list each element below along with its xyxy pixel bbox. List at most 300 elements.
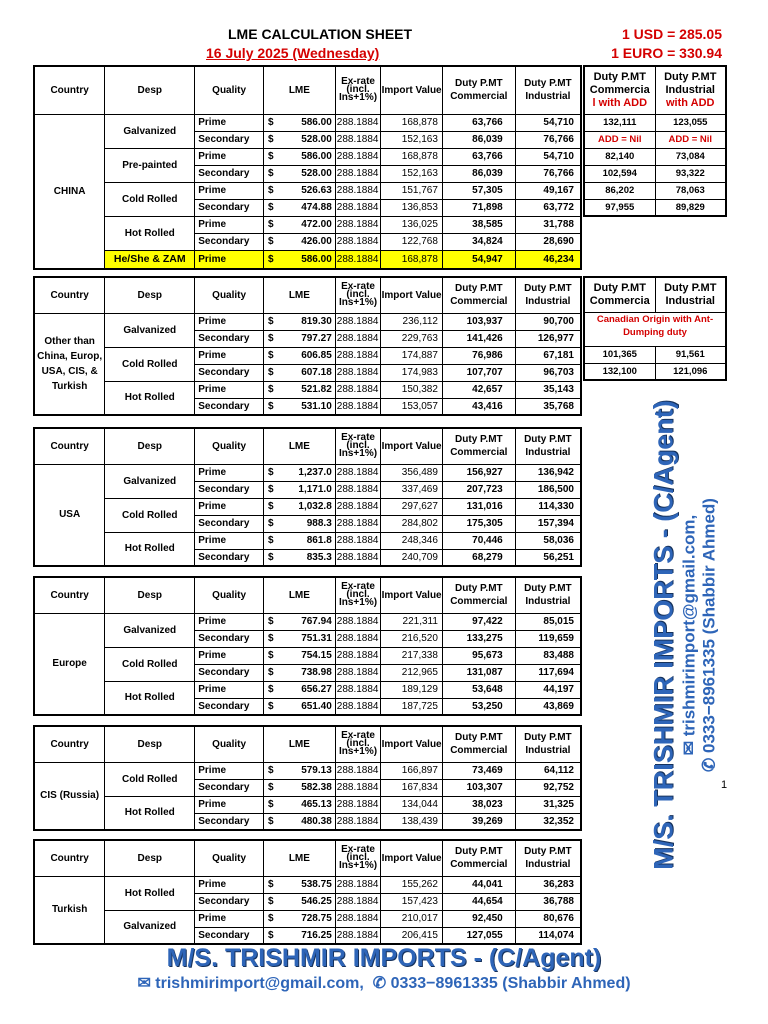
add-industrial-cell: 78,063 bbox=[655, 182, 726, 199]
import-value-cell: 134,044 bbox=[381, 796, 443, 813]
quality-cell: Secondary bbox=[195, 698, 264, 715]
country-cell: CIS (Russia) bbox=[34, 762, 105, 830]
col-import-value: Import Value bbox=[381, 840, 443, 876]
duty-commercial-cell: 68,279 bbox=[442, 549, 515, 566]
duty-commercial-cell: 53,250 bbox=[442, 698, 515, 715]
col-quality: Quality bbox=[195, 428, 264, 464]
col-duty-industrial: Duty P.MT Industrial bbox=[515, 66, 581, 114]
duty-commercial-cell: 95,673 bbox=[442, 647, 515, 664]
col-exrate: Ex-rate (incl. Ins+1%) bbox=[335, 577, 380, 613]
import-value-cell: 221,311 bbox=[381, 613, 443, 630]
col-country: Country bbox=[34, 277, 105, 313]
col-import-value: Import Value bbox=[381, 428, 443, 464]
col-import-value: Import Value bbox=[381, 726, 443, 762]
footer-company-name: M/S. TRISHMIR IMPORTS - (C/Agent) bbox=[166, 944, 602, 972]
exrate-cell: 288.1884 bbox=[335, 647, 380, 664]
exrate-cell: 288.1884 bbox=[335, 630, 380, 647]
import-value-cell: 217,338 bbox=[381, 647, 443, 664]
add-industrial-cell: 89,829 bbox=[655, 199, 726, 216]
lme-cell: $ 586.00 bbox=[264, 148, 336, 165]
duty-commercial-cell: 39,269 bbox=[442, 813, 515, 830]
lme-cell: $ 651.40 bbox=[264, 698, 336, 715]
quality-cell: Prime bbox=[195, 381, 264, 398]
col-import-value: Import Value bbox=[381, 277, 443, 313]
page-number: 1 bbox=[721, 779, 728, 791]
country-cell: Europe bbox=[34, 613, 105, 715]
duty-industrial-cell: 54,710 bbox=[515, 114, 581, 131]
col-import-value: Import Value bbox=[381, 66, 443, 114]
col-desp: Desp bbox=[105, 840, 195, 876]
add-industrial-cell: 121,096 bbox=[655, 363, 726, 380]
table-row bbox=[584, 199, 726, 216]
quality-cell: Prime bbox=[195, 613, 264, 630]
table-row bbox=[34, 114, 581, 131]
quality-cell: Secondary bbox=[195, 131, 264, 148]
quality-cell: Prime bbox=[195, 182, 264, 199]
exrate-cell: 288.1884 bbox=[335, 532, 380, 549]
col-exrate: Ex-rate (incl. Ins+1%) bbox=[335, 726, 380, 762]
quality-cell: Secondary bbox=[195, 549, 264, 566]
duty-commercial-cell: 63,766 bbox=[442, 114, 515, 131]
duty-commercial-cell: 86,039 bbox=[442, 165, 515, 182]
duty-industrial-cell: 85,015 bbox=[515, 613, 581, 630]
quality-cell: Secondary bbox=[195, 481, 264, 498]
lme-table-3 bbox=[33, 576, 582, 716]
sheet-title: LME CALCULATION SHEET bbox=[228, 26, 413, 42]
quality-cell: Prime bbox=[195, 910, 264, 927]
desp-cell: Cold Rolled bbox=[105, 182, 195, 216]
lme-cell: $ 480.38 bbox=[264, 813, 336, 830]
col-lme: LME bbox=[264, 577, 336, 613]
import-value-cell: 248,346 bbox=[381, 532, 443, 549]
duty-commercial-cell: 127,055 bbox=[442, 927, 515, 944]
duty-industrial-cell: 64,112 bbox=[515, 762, 581, 779]
exrate-cell: 288.1884 bbox=[335, 481, 380, 498]
col-desp: Desp bbox=[105, 428, 195, 464]
col-duty-commercial: Duty P.MT Commercial bbox=[442, 428, 515, 464]
lme-cell: $ 819.30 bbox=[264, 313, 336, 330]
desp-cell: Hot Rolled bbox=[105, 216, 195, 250]
euro-rate: 1 EURO = 330.94 bbox=[611, 45, 722, 61]
exrate-cell: 288.1884 bbox=[335, 613, 380, 630]
lme-table-1 bbox=[33, 276, 582, 416]
exrate-cell: 288.1884 bbox=[335, 664, 380, 681]
duty-commercial-cell: 76,986 bbox=[442, 347, 515, 364]
import-value-cell: 136,853 bbox=[381, 199, 443, 216]
lme-cell: $ 751.31 bbox=[264, 630, 336, 647]
lme-cell: $ 538.75 bbox=[264, 876, 336, 893]
duty-commercial-cell: 57,305 bbox=[442, 182, 515, 199]
table-row bbox=[584, 165, 726, 182]
col-import-value: Import Value bbox=[381, 577, 443, 613]
quality-cell: Prime bbox=[195, 876, 264, 893]
desp-cell: Galvanized bbox=[105, 910, 195, 944]
col-quality: Quality bbox=[195, 840, 264, 876]
import-value-cell: 356,489 bbox=[381, 464, 443, 481]
duty-commercial-cell: 92,450 bbox=[442, 910, 515, 927]
quality-cell: Prime bbox=[195, 148, 264, 165]
col-quality: Quality bbox=[195, 577, 264, 613]
import-value-cell: 297,627 bbox=[381, 498, 443, 515]
desp-cell: Cold Rolled bbox=[105, 647, 195, 681]
col-country: Country bbox=[34, 577, 105, 613]
import-value-cell: 166,897 bbox=[381, 762, 443, 779]
exrate-cell: 288.1884 bbox=[335, 876, 380, 893]
desp-cell: Galvanized bbox=[105, 313, 195, 347]
table-row bbox=[584, 182, 726, 199]
duty-commercial-cell: 141,426 bbox=[442, 330, 515, 347]
add-commercial-cell: 101,365 bbox=[584, 346, 655, 363]
usd-rate: 1 USD = 285.05 bbox=[621, 26, 722, 42]
duty-industrial-cell: 126,977 bbox=[515, 330, 581, 347]
quality-cell: Secondary bbox=[195, 233, 264, 250]
col-quality: Quality bbox=[195, 277, 264, 313]
lme-cell: $ 606.85 bbox=[264, 347, 336, 364]
duty-commercial-cell: 207,723 bbox=[442, 481, 515, 498]
table-row bbox=[34, 613, 581, 630]
desp-cell: Galvanized bbox=[105, 613, 195, 647]
duty-industrial-cell: 31,325 bbox=[515, 796, 581, 813]
lme-cell: $ 656.27 bbox=[264, 681, 336, 698]
table-row bbox=[34, 313, 581, 330]
duty-industrial-cell: 46,234 bbox=[515, 250, 581, 269]
duty-commercial-cell: 175,305 bbox=[442, 515, 515, 532]
col-country: Country bbox=[34, 428, 105, 464]
table-row bbox=[34, 532, 581, 549]
sheet-date: 16 July 2025 (Wednesday) bbox=[206, 45, 380, 61]
duty-commercial-cell: 73,469 bbox=[442, 762, 515, 779]
quality-cell: Secondary bbox=[195, 515, 264, 532]
lme-cell: $ 1,032.8 bbox=[264, 498, 336, 515]
duty-industrial-cell: 114,330 bbox=[515, 498, 581, 515]
duty-industrial-cell: 80,676 bbox=[515, 910, 581, 927]
add-industrial-cell: ADD = Nil bbox=[655, 131, 726, 148]
lme-cell: $ 716.25 bbox=[264, 927, 336, 944]
vertical-phone: ✆ 0333−8961335 (Shabbir Ahmed) bbox=[699, 498, 719, 772]
import-value-cell: 153,057 bbox=[381, 398, 443, 415]
envelope-icon: ✉ bbox=[679, 741, 699, 756]
add-industrial-cell: 73,084 bbox=[655, 148, 726, 165]
lme-cell: $ 835.3 bbox=[264, 549, 336, 566]
add-commercial-cell: 102,594 bbox=[584, 165, 655, 182]
duty-industrial-cell: 49,167 bbox=[515, 182, 581, 199]
country-cell: Turkish bbox=[34, 876, 105, 944]
add-industrial-cell: 93,322 bbox=[655, 165, 726, 182]
quality-cell: Secondary bbox=[195, 330, 264, 347]
col-quality: Quality bbox=[195, 66, 264, 114]
quality-cell: Secondary bbox=[195, 779, 264, 796]
table-row bbox=[34, 347, 581, 364]
lme-cell: $ 531.10 bbox=[264, 398, 336, 415]
import-value-cell: 216,520 bbox=[381, 630, 443, 647]
import-value-cell: 229,763 bbox=[381, 330, 443, 347]
duty-commercial-cell: 53,648 bbox=[442, 681, 515, 698]
duty-industrial-cell: 96,703 bbox=[515, 364, 581, 381]
lme-cell: $ 1,237.0 bbox=[264, 464, 336, 481]
exrate-cell: 288.1884 bbox=[335, 165, 380, 182]
quality-cell: Secondary bbox=[195, 630, 264, 647]
import-value-cell: 168,878 bbox=[381, 114, 443, 131]
lme-cell: $ 988.3 bbox=[264, 515, 336, 532]
duty-industrial-cell: 36,788 bbox=[515, 893, 581, 910]
exrate-cell: 288.1884 bbox=[335, 114, 380, 131]
add-commercial-cell: ADD = Nil bbox=[584, 131, 655, 148]
footer-phone: 0333−8961335 (Shabbir Ahmed) bbox=[390, 975, 631, 992]
lme-cell: $ 797.27 bbox=[264, 330, 336, 347]
exrate-cell: 288.1884 bbox=[335, 813, 380, 830]
duty-industrial-cell: 76,766 bbox=[515, 131, 581, 148]
duty-commercial-cell: 86,039 bbox=[442, 131, 515, 148]
lme-cell: $ 586.00 bbox=[264, 114, 336, 131]
import-value-cell: 151,767 bbox=[381, 182, 443, 199]
duty-commercial-cell: 103,307 bbox=[442, 779, 515, 796]
add-industrial-cell: 123,055 bbox=[655, 114, 726, 131]
col-country: Country bbox=[34, 66, 105, 114]
exrate-cell: 288.1884 bbox=[335, 250, 380, 269]
import-value-cell: 168,878 bbox=[381, 148, 443, 165]
duty-industrial-cell: 67,181 bbox=[515, 347, 581, 364]
table-row bbox=[34, 381, 581, 398]
vertical-email: ✉ trishmirimport@gmail.com, bbox=[679, 514, 699, 756]
col-country: Country bbox=[34, 726, 105, 762]
exrate-cell: 288.1884 bbox=[335, 681, 380, 698]
table-row bbox=[34, 796, 581, 813]
import-value-cell: 187,725 bbox=[381, 698, 443, 715]
duty-commercial-cell: 42,657 bbox=[442, 381, 515, 398]
duty-industrial-cell: 136,942 bbox=[515, 464, 581, 481]
col-exrate: Ex-rate (incl. Ins+1%) bbox=[335, 66, 380, 114]
exrate-cell: 288.1884 bbox=[335, 199, 380, 216]
duty-industrial-cell: 31,788 bbox=[515, 216, 581, 233]
duty-industrial-cell: 119,659 bbox=[515, 630, 581, 647]
exrate-cell: 288.1884 bbox=[335, 927, 380, 944]
quality-cell: Secondary bbox=[195, 893, 264, 910]
table-row bbox=[34, 681, 581, 698]
desp-cell: Cold Rolled bbox=[105, 498, 195, 532]
lme-cell: $ 528.00 bbox=[264, 131, 336, 148]
import-value-cell: 337,469 bbox=[381, 481, 443, 498]
table-row bbox=[34, 148, 581, 165]
duty-industrial-cell: 32,352 bbox=[515, 813, 581, 830]
duty-commercial-cell: 103,937 bbox=[442, 313, 515, 330]
duty-industrial-cell: 90,700 bbox=[515, 313, 581, 330]
phone-icon: ✆ bbox=[699, 757, 719, 772]
china-add-table bbox=[583, 65, 727, 217]
col-country: Country bbox=[34, 840, 105, 876]
table-row bbox=[34, 647, 581, 664]
import-value-cell: 155,262 bbox=[381, 876, 443, 893]
table-row bbox=[34, 182, 581, 199]
other-add-industrial-header: Duty P.MT Industrial bbox=[655, 277, 726, 312]
exrate-cell: 288.1884 bbox=[335, 148, 380, 165]
duty-industrial-cell: 43,869 bbox=[515, 698, 581, 715]
duty-commercial-cell: 44,041 bbox=[442, 876, 515, 893]
add-commercial-cell: 82,140 bbox=[584, 148, 655, 165]
col-desp: Desp bbox=[105, 66, 195, 114]
duty-commercial-cell: 44,654 bbox=[442, 893, 515, 910]
table-row bbox=[34, 876, 581, 893]
desp-cell: Hot Rolled bbox=[105, 381, 195, 415]
quality-cell: Prime bbox=[195, 762, 264, 779]
lme-cell: $ 861.8 bbox=[264, 532, 336, 549]
import-value-cell: 189,129 bbox=[381, 681, 443, 698]
col-duty-industrial: Duty P.MT Industrial bbox=[515, 726, 581, 762]
table-row bbox=[584, 148, 726, 165]
quality-cell: Prime bbox=[195, 114, 264, 131]
lme-cell: $ 521.82 bbox=[264, 381, 336, 398]
duty-commercial-cell: 38,585 bbox=[442, 216, 515, 233]
highlight-row bbox=[34, 250, 581, 269]
lme-table-0 bbox=[33, 65, 582, 270]
col-duty-commercial: Duty P.MT Commercial bbox=[442, 577, 515, 613]
import-value-cell: 138,439 bbox=[381, 813, 443, 830]
desp-cell: Hot Rolled bbox=[105, 876, 195, 910]
lme-cell: $ 472.00 bbox=[264, 216, 336, 233]
exrate-cell: 288.1884 bbox=[335, 498, 380, 515]
import-value-cell: 152,163 bbox=[381, 131, 443, 148]
col-duty-industrial: Duty P.MT Industrial bbox=[515, 277, 581, 313]
desp-cell: Pre-painted bbox=[105, 148, 195, 182]
quality-cell: Prime bbox=[195, 796, 264, 813]
desp-cell: Hot Rolled bbox=[105, 796, 195, 830]
country-cell: USA bbox=[34, 464, 105, 566]
anti-dumping-note: Canadian Origin with Ant-Dumping duty bbox=[584, 312, 726, 346]
duty-commercial-cell: 43,416 bbox=[442, 398, 515, 415]
desp-cell: Galvanized bbox=[105, 464, 195, 498]
duty-industrial-cell: 114,074 bbox=[515, 927, 581, 944]
duty-commercial-cell: 131,016 bbox=[442, 498, 515, 515]
duty-commercial-cell: 71,898 bbox=[442, 199, 515, 216]
duty-commercial-cell: 107,707 bbox=[442, 364, 515, 381]
col-exrate: Ex-rate (incl. Ins+1%) bbox=[335, 840, 380, 876]
add-commercial-cell: 132,100 bbox=[584, 363, 655, 380]
duty-industrial-cell: 63,772 bbox=[515, 199, 581, 216]
duty-commercial-cell: 34,824 bbox=[442, 233, 515, 250]
quality-cell: Secondary bbox=[195, 813, 264, 830]
table-row bbox=[584, 346, 726, 363]
import-value-cell: 206,415 bbox=[381, 927, 443, 944]
phone-icon: ✆ bbox=[372, 975, 387, 992]
footer-email: trishmirimport@gmail.com, bbox=[155, 975, 364, 992]
quality-cell: Secondary bbox=[195, 664, 264, 681]
lme-cell: $ 528.00 bbox=[264, 165, 336, 182]
exrate-cell: 288.1884 bbox=[335, 698, 380, 715]
lme-table-5 bbox=[33, 839, 582, 945]
table-row bbox=[34, 910, 581, 927]
exrate-cell: 288.1884 bbox=[335, 515, 380, 532]
exrate-cell: 288.1884 bbox=[335, 779, 380, 796]
lme-cell: $ 1,171.0 bbox=[264, 481, 336, 498]
col-quality: Quality bbox=[195, 726, 264, 762]
quality-cell: Secondary bbox=[195, 927, 264, 944]
duty-commercial-cell: 54,947 bbox=[442, 250, 515, 269]
exrate-cell: 288.1884 bbox=[335, 762, 380, 779]
import-value-cell: 212,965 bbox=[381, 664, 443, 681]
add-commercial-cell: 86,202 bbox=[584, 182, 655, 199]
duty-industrial-cell: 35,143 bbox=[515, 381, 581, 398]
country-cell: Other than China, Europ, USA, CIS, & Turkish bbox=[34, 313, 105, 415]
duty-industrial-cell: 83,488 bbox=[515, 647, 581, 664]
duty-industrial-cell: 186,500 bbox=[515, 481, 581, 498]
import-value-cell: 136,025 bbox=[381, 216, 443, 233]
import-value-cell: 174,887 bbox=[381, 347, 443, 364]
envelope-icon: ✉ bbox=[137, 975, 151, 992]
duty-industrial-cell: 56,251 bbox=[515, 549, 581, 566]
import-value-cell: 210,017 bbox=[381, 910, 443, 927]
table-row bbox=[34, 216, 581, 233]
lme-cell: $ 582.38 bbox=[264, 779, 336, 796]
col-duty-commercial: Duty P.MT Commercial bbox=[442, 726, 515, 762]
lme-cell: $ 728.75 bbox=[264, 910, 336, 927]
col-duty-commercial: Duty P.MT Commercial bbox=[442, 277, 515, 313]
import-value-cell: 157,423 bbox=[381, 893, 443, 910]
lme-cell: $ 546.25 bbox=[264, 893, 336, 910]
col-lme: LME bbox=[264, 66, 336, 114]
col-exrate: Ex-rate (incl. Ins+1%) bbox=[335, 277, 380, 313]
table-row bbox=[34, 498, 581, 515]
lme-cell: $ 738.98 bbox=[264, 664, 336, 681]
add-industrial-cell: 91,561 bbox=[655, 346, 726, 363]
exrate-cell: 288.1884 bbox=[335, 131, 380, 148]
duty-industrial-cell: 36,283 bbox=[515, 876, 581, 893]
import-value-cell: 240,709 bbox=[381, 549, 443, 566]
import-value-cell: 152,163 bbox=[381, 165, 443, 182]
quality-cell: Prime bbox=[195, 647, 264, 664]
lme-cell: $ 474.88 bbox=[264, 199, 336, 216]
duty-commercial-cell: 156,927 bbox=[442, 464, 515, 481]
vertical-branding bbox=[649, 400, 720, 869]
lme-cell: $ 754.15 bbox=[264, 647, 336, 664]
col-exrate: Ex-rate (incl. Ins+1%) bbox=[335, 428, 380, 464]
other-add-table bbox=[583, 276, 727, 381]
quality-cell: Prime bbox=[195, 464, 264, 481]
exrate-cell: 288.1884 bbox=[335, 330, 380, 347]
col-lme: LME bbox=[264, 428, 336, 464]
lme-cell: $ 465.13 bbox=[264, 796, 336, 813]
duty-commercial-cell: 131,087 bbox=[442, 664, 515, 681]
duty-industrial-cell: 92,752 bbox=[515, 779, 581, 796]
desp-cell: He/She & ZAM bbox=[105, 250, 195, 269]
duty-industrial-cell: 35,768 bbox=[515, 398, 581, 415]
col-duty-industrial: Duty P.MT Industrial bbox=[515, 428, 581, 464]
col-lme: LME bbox=[264, 840, 336, 876]
exrate-cell: 288.1884 bbox=[335, 347, 380, 364]
desp-cell: Hot Rolled bbox=[105, 681, 195, 715]
lme-table-4 bbox=[33, 725, 582, 831]
quality-cell: Prime bbox=[195, 347, 264, 364]
table-row bbox=[34, 762, 581, 779]
quality-cell: Prime bbox=[195, 216, 264, 233]
col-duty-commercial: Duty P.MT Commercial bbox=[442, 840, 515, 876]
col-desp: Desp bbox=[105, 577, 195, 613]
other-add-commercial-header: Duty P.MT Commercia bbox=[584, 277, 655, 312]
lme-cell: $ 426.00 bbox=[264, 233, 336, 250]
import-value-cell: 284,802 bbox=[381, 515, 443, 532]
exrate-cell: 288.1884 bbox=[335, 182, 380, 199]
exrate-cell: 288.1884 bbox=[335, 216, 380, 233]
lme-cell: $ 526.63 bbox=[264, 182, 336, 199]
import-value-cell: 167,834 bbox=[381, 779, 443, 796]
lme-cell: $ 586.00 bbox=[264, 250, 336, 269]
exrate-cell: 288.1884 bbox=[335, 233, 380, 250]
duty-industrial-cell: 28,690 bbox=[515, 233, 581, 250]
china-add-industrial-header: Duty P.MT Industrial with ADD bbox=[655, 66, 726, 114]
duty-industrial-cell: 58,036 bbox=[515, 532, 581, 549]
lme-cell: $ 767.94 bbox=[264, 613, 336, 630]
table-row bbox=[584, 131, 726, 148]
col-desp: Desp bbox=[105, 277, 195, 313]
add-commercial-cell: 97,955 bbox=[584, 199, 655, 216]
